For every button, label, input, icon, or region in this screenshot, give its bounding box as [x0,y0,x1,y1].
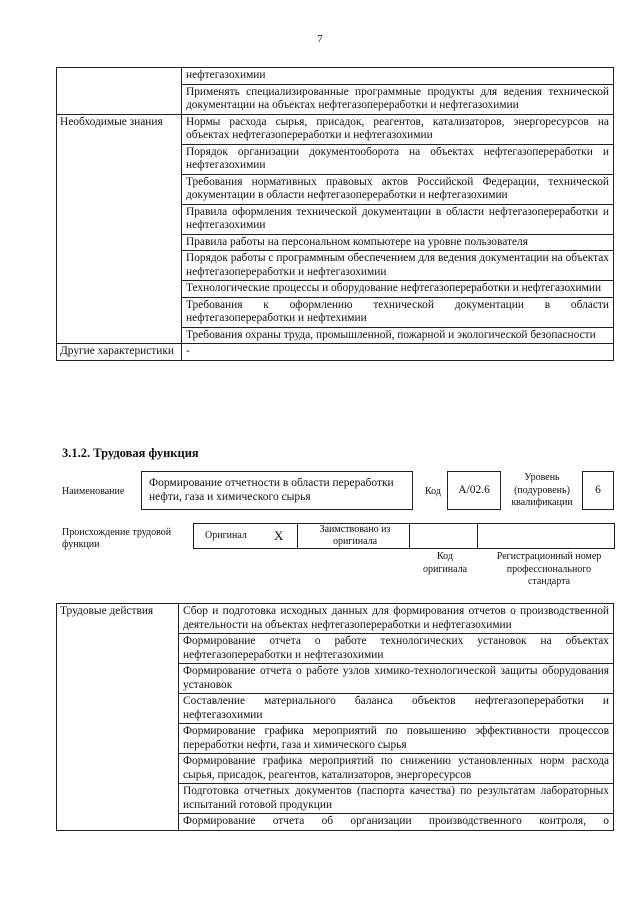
row-label-other: Другие характеристики [57,344,182,361]
row-label-labor-actions: Трудовые действия [57,604,179,831]
knowledge-item: Правила оформления технической документации в области нефтегазопереработки и нефтегазохимии [182,204,614,234]
knowledge-item: Требования к оформлению технической документации в области нефтегазопереработки и нефтехимии [182,297,614,327]
code-original-caption: Код оригинала [422,551,468,575]
name-value: Формирование отчетности в области переработки нефти, газа и химического сырья [149,477,394,503]
level-label: Уровень (подуровень) квалификации [511,472,573,508]
labor-action-item: Составление материального баланса объектов нефтегазопереработки и нефтегазохимии [179,694,614,724]
skill-item: Применять специализированные программные продукты для ведения технической документации на объектах нефтегазопереработки и нефтегазохимии [182,84,614,114]
labor-action-item: Подготовка отчетных документов (паспорта качества) по результатам лабораторных испытаний готовой продукции [179,784,614,814]
knowledge-item: Порядок организации документооборота на объектах нефтегазопереработки и нефтегазохимии [182,144,614,174]
row-label-continued [57,68,182,115]
labor-action-item: Формирование отчета об организации производственного контроля, о [179,814,614,831]
code-label: Код [425,486,441,497]
skills-knowledge-table [56,67,614,361]
code-value-box [447,471,501,510]
table-row [57,114,614,144]
origin-divider [297,523,298,548]
labor-action-item: Формирование графика мероприятий по повышению эффективности процессов переработки нефти, газа и химического сырья [179,724,614,754]
knowledge-item: Правила работы на персональном компьютере на уровне пользователя [182,234,614,251]
original-label: Оригинал [205,530,247,541]
table-row [57,68,614,85]
labor-action-item: Формирование отчета о работе технологических установок на объектах нефтегазопереработки и нефтегазохимии [179,634,614,664]
knowledge-item: Нормы расхода сырья, присадок, реагентов, катализаторов, энергоресурсов на объектах нефтегазопереработки и нефтегазохимии [182,114,614,144]
labor-action-item: Сбор и подготовка исходных данных для формирования отчетов о производственной деятельности на объектах нефтегазопереработки и нефтегазохимии [179,604,614,634]
knowledge-item: Требования нормативных правовых актов Российской Федерации, технической документации в области нефтегазопереработки и нефтегазохимии [182,174,614,204]
name-label: Наименование [62,486,125,497]
section-heading: 3.1.2. Трудовая функция [62,446,199,460]
table-row [57,604,614,634]
origin-divider [477,523,478,548]
original-mark: X [274,528,284,543]
knowledge-item: Требования охраны труда, промышленной, пожарной и экологической безопасности [182,327,614,344]
level-value: 6 [595,484,601,496]
skill-item: нефтегазохимии [182,68,614,85]
row-label-knowledge: Необходимые знания [57,114,182,344]
labor-actions-table [56,603,614,831]
knowledge-item: Технологические процессы и оборудование нефтегазопереработки и нефтегазохимии [182,281,614,298]
code-value: А/02.6 [458,484,490,496]
other-item: - [182,344,614,361]
origin-label: Происхождение трудовой функции [62,527,172,550]
labor-action-item: Формирование графика мероприятий по снижению установленных норм расхода сырья, присадок, реагентов, катализаторов, энергоресурсов [179,754,614,784]
page-number: 7 [317,33,323,45]
labor-action-item: Формирование отчета о работе узлов химико-технологической защиты оборудования установок [179,664,614,694]
knowledge-item: Порядок работы с программным обеспечением для ведения документации на объектах нефтегазопереработки и нефтегазохимии [182,251,614,281]
level-value-box [582,471,614,510]
table-row [57,344,614,361]
reg-number-caption: Регистрационный номер профессионального стандарта [496,551,602,587]
origin-divider [409,523,410,548]
borrowed-label: Заимствовано из оригинала [319,524,391,547]
name-value-box [141,471,413,510]
